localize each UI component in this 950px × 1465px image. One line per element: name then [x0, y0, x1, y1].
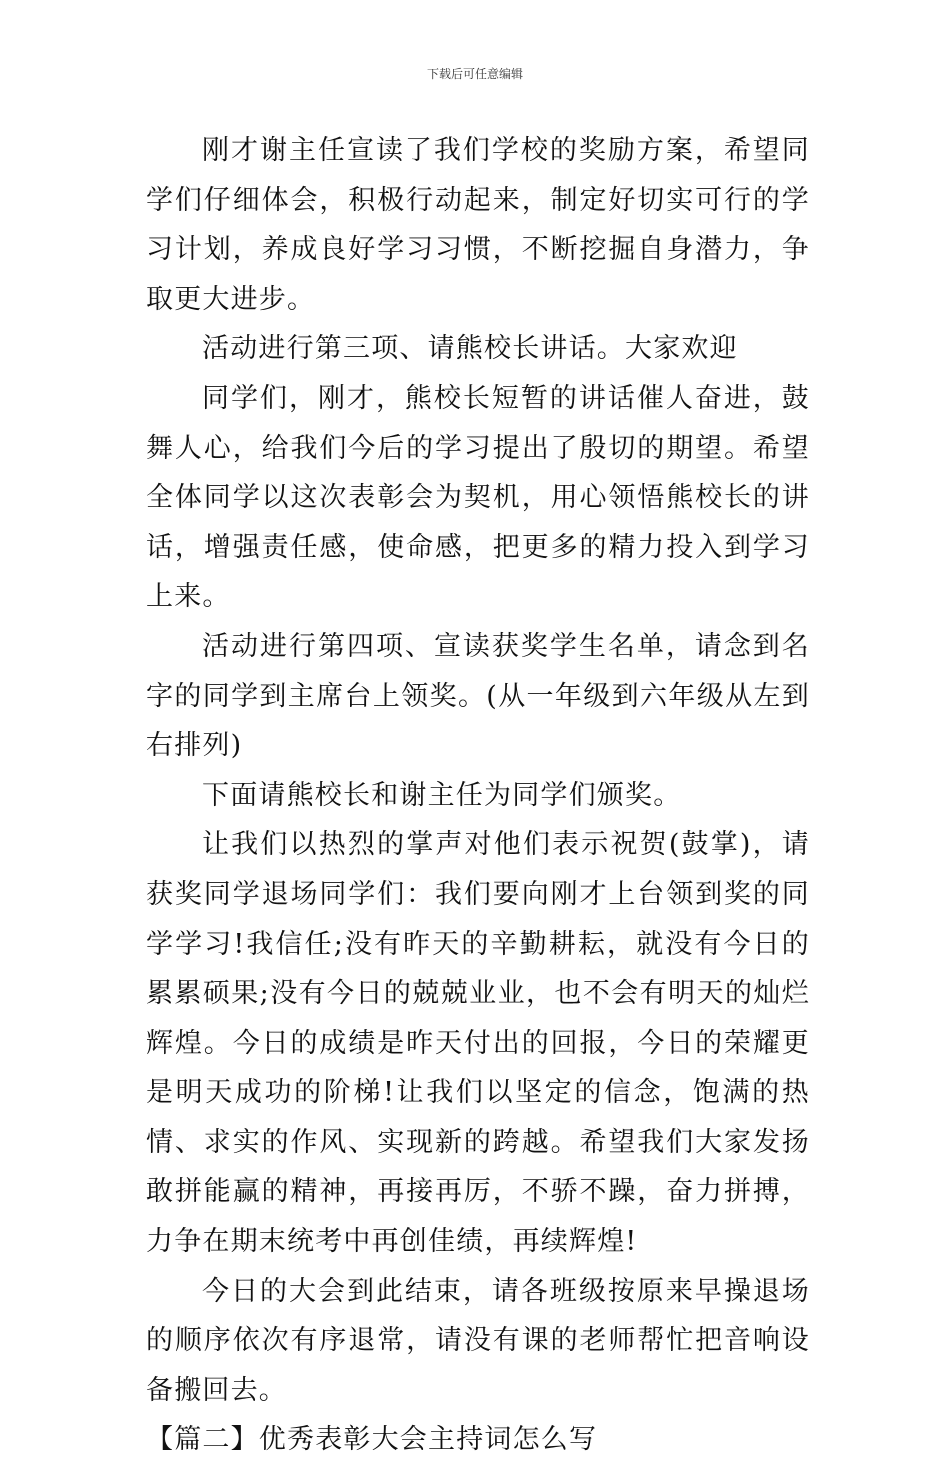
paragraph-7: 今日的大会到此结束，请各班级按原来早操退场的顺序依次有序退常，请没有课的老师帮忙把音响设备搬回去。 [146, 1275, 810, 1406]
paragraph-6: 让我们以热烈的掌声对他们表示祝贺(鼓掌)，请获奖同学退场同学们：我们要向刚才上台领到奖的同学学习!我信任;没有昨天的辛勤耕耘，就没有今日的累累硕果;没有今日的兢兢业业，也不会有明天的灿烂辉煌。今日的成绩是昨天付出的回报，今日的荣耀更是明天成功的阶梯!让我们以坚定的信念，饱满的热情、求实的作风、实现新的跨越。希望我们大家发扬敢拼能赢的精神，再接再厉，不骄不躁，奋力拼搏，力争在期末统考中再创佳绩，再续辉煌! [146, 829, 810, 1258]
page-header: 下载后可任意编辑 [426, 67, 523, 81]
document-body [146, 126, 810, 1465]
paragraph-1: 刚才谢主任宣读了我们学校的奖励方案，希望同学们仔细体会，积极行动起来，制定好切实可行的学习计划，养成良好学习习惯，不断挖掘自身潜力，争取更大进步。 [146, 135, 810, 315]
paragraph-4: 活动进行第四项、宣读获奖学生名单，请念到名字的同学到主席台上领奖。(从一年级到六年级从左到右排列) [146, 630, 810, 762]
paragraph-3: 同学们，刚才，熊校长短暂的讲话催人奋进，鼓舞人心，给我们今后的学习提出了殷切的期望。希望全体同学以这次表彰会为契机，用心领悟熊校长的讲话，增强责任感，使命感，把更多的精力投入到学习上来。 [146, 382, 810, 613]
paragraph-5: 下面请熊校长和谢主任为同学们颁奖。 [202, 779, 682, 811]
section-heading: 【篇二】优秀表彰大会主持词怎么写 [146, 1424, 598, 1456]
paragraph-2: 活动进行第三项、请熊校长讲话。大家欢迎 [202, 333, 738, 365]
